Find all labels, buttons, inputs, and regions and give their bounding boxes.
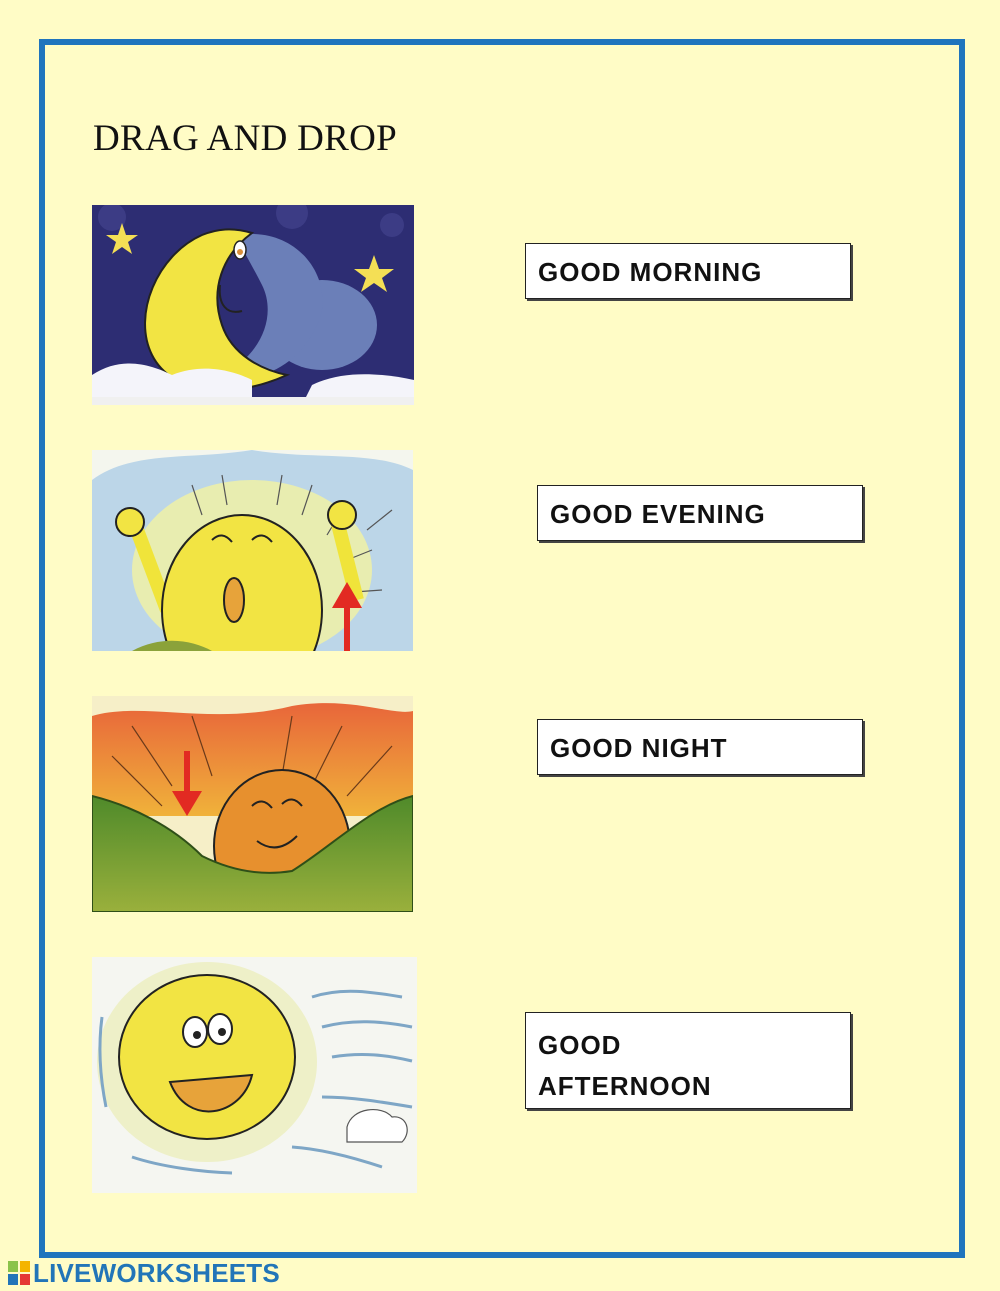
card-label-line1: GOOD <box>538 1030 622 1060</box>
card-label-line2: AFTERNOON <box>538 1071 712 1101</box>
brand-name: LIVEWORKSHEETS <box>33 1257 280 1288</box>
moon-night-picture <box>92 205 414 405</box>
page-title: DRAG AND DROP <box>93 118 398 159</box>
sunset-picture <box>92 696 413 912</box>
answer-card-good-afternoon[interactable] <box>525 1012 851 1109</box>
liveworksheets-logo <box>8 1259 280 1287</box>
card-label: GOOD MORNING <box>538 257 763 287</box>
answer-card-good-night[interactable] <box>537 719 863 775</box>
liveworksheets-logo-icon <box>8 1261 30 1285</box>
answer-card-good-morning[interactable] <box>525 243 851 299</box>
card-label: GOOD EVENING <box>550 499 766 529</box>
answer-card-good-evening[interactable] <box>537 485 863 541</box>
sunrise-picture <box>92 450 413 651</box>
midday-sun-picture <box>92 957 417 1193</box>
card-label: GOOD NIGHT <box>550 733 728 763</box>
